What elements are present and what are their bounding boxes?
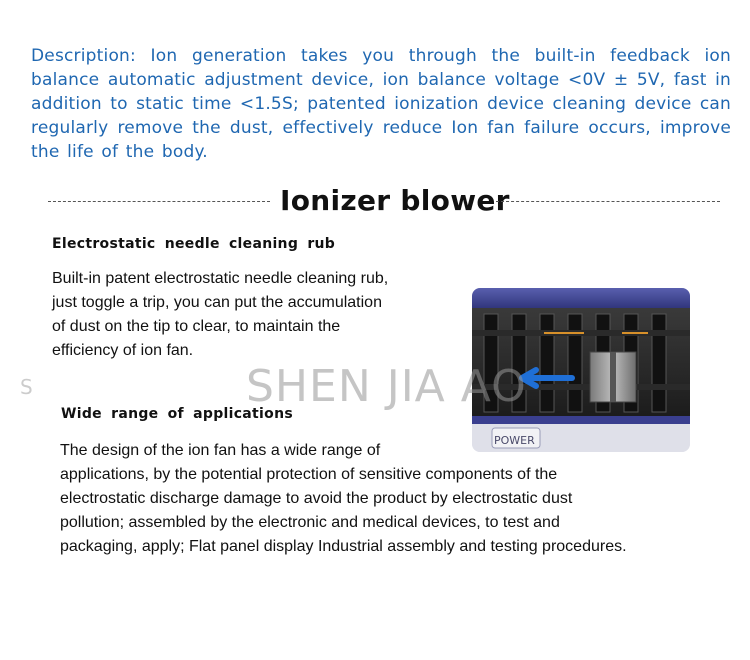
power-label: POWER xyxy=(494,434,535,447)
section-body-cleaning-rub xyxy=(52,267,388,363)
page-title: Ionizer blower xyxy=(280,184,510,217)
section-title-row xyxy=(44,182,724,222)
body-line: applications, by the potential protection of sensitive components of the xyxy=(60,466,558,483)
ionizer-needle-photo xyxy=(472,288,690,452)
body-line: packaging, apply; Flat panel display Industrial assembly and testing procedures. xyxy=(60,538,627,555)
body-line: electrostatic discharge damage to avoid the product by electrostatic dust xyxy=(60,490,573,507)
body-line: Built-in patent electrostatic needle cleaning rub, xyxy=(52,270,389,287)
section-heading-cleaning-rub: Electrostatic needle cleaning rub xyxy=(52,236,336,252)
body-line: pollution; assembled by the electronic and medical devices, to test and xyxy=(60,514,560,531)
body-line: of dust on the tip to clear, to maintain the xyxy=(52,318,341,335)
body-line: The design of the ion fan has a wide range of xyxy=(60,442,381,459)
body-line: just toggle a trip, you can put the accumulation xyxy=(52,294,382,311)
section-body-applications xyxy=(60,439,627,559)
description-text: Description: Ion generation takes you through the built-in feedback ion balance automatic adjustment device, ion balance voltage <0V ± 5V, fast in addition to static time <1.5S; patented ionization device cleaning device can regularly remove the dust, effectively reduce Ion fan failure occurs, improve the life of the body. xyxy=(31,46,731,162)
title-divider-right xyxy=(496,201,720,202)
section-heading-applications: Wide range of applications xyxy=(61,406,293,422)
title-divider-left xyxy=(48,201,270,202)
watermark-mark: S xyxy=(20,375,33,399)
watermark-text: SHEN JIA AO xyxy=(246,361,527,412)
body-line: efficiency of ion fan. xyxy=(52,342,194,359)
